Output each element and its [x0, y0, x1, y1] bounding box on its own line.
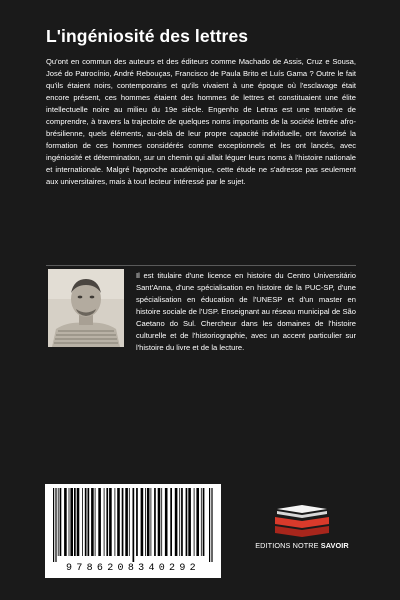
barcode-bar — [117, 488, 120, 556]
barcode-bar — [141, 488, 144, 556]
barcode-bar — [85, 488, 87, 556]
barcode-bar — [136, 488, 138, 556]
publisher-name — [252, 541, 352, 550]
barcode-bar — [158, 488, 161, 556]
barcode-bar — [147, 488, 150, 556]
barcode-bar — [98, 488, 101, 556]
barcode-bar — [209, 488, 210, 562]
author-photo — [48, 269, 124, 347]
barcode-bar — [196, 488, 199, 556]
barcode-bar — [104, 488, 105, 556]
barcode-bar — [179, 488, 180, 556]
barcode-bar — [88, 488, 90, 556]
barcode-bar — [74, 488, 76, 556]
book-title: L'ingéniosité des lettres — [46, 26, 249, 46]
barcode-bar — [58, 488, 59, 556]
barcode-bar — [175, 488, 178, 556]
book-summary: Qu'ont en commun des auteurs et des éditeurs comme Machado de Assis, Cruz e Sousa, José do Patrocínio, André Rebouças, Francisco de Paula Brito et Luís Gama ? Outre le fait qu'ils étaient noirs, contemporains et qu'ils vivaient à une époque où l'esclavage était encore présent, ces hommes étaient des hommes de lettres et constituaient une élite intellectuelle noire au milieu du 19e siècle. Engenho de Letras est une tentative de comprendre, à travers la trajectoire de quelques noms importants de la société lettrée afro-brésilienne, quels éléments, au-delà de leur propre capacité individuelle, ont favorisé la formation de ces hommes considérés comme exceptionnels et les ont lancés, avec ingéniosité et détermination, sur un chemin qui allait léguer leurs noms à l'histoire nationale et internationale. Malgré l'approche académique, cette étude ne s'adresse pas seulement aux universitaires, mais à tout lecteur intéressé par le sujet. — [46, 57, 356, 187]
section-divider — [46, 265, 356, 266]
barcode-bar — [91, 488, 94, 556]
barcode-bar — [151, 488, 152, 556]
barcode-bar — [145, 488, 146, 556]
barcode-bar — [201, 488, 202, 556]
barcode-bar — [122, 488, 124, 556]
barcode-bar — [55, 488, 56, 562]
publisher-logo — [252, 505, 352, 555]
barcode-bar — [82, 488, 83, 556]
barcode-bar — [194, 488, 195, 556]
barcode-bar — [115, 488, 116, 556]
barcode-bars — [51, 488, 215, 562]
barcode-bar — [203, 488, 205, 556]
barcode-bar — [161, 488, 162, 556]
barcode-bar — [211, 488, 212, 562]
barcode-bar — [181, 488, 183, 556]
barcode-bar — [170, 488, 172, 556]
barcode-bar — [154, 488, 156, 556]
barcode-bar — [109, 488, 112, 556]
isbn-barcode — [45, 484, 221, 578]
barcode-bar — [186, 488, 188, 556]
barcode-bar — [125, 488, 128, 556]
barcode-bar — [60, 488, 62, 556]
barcode-bar — [133, 488, 135, 562]
barcode-bar — [64, 488, 67, 556]
barcode-bar — [69, 488, 70, 556]
barcode-bar — [188, 488, 191, 556]
isbn-number: 9786208340292 — [66, 563, 200, 574]
publisher-brand: SAVOIR — [320, 541, 349, 550]
barcode-bar — [106, 488, 108, 556]
author-portrait — [48, 269, 124, 347]
barcode-bar — [70, 488, 73, 556]
barcode-bar — [95, 488, 96, 556]
barcode-bar — [77, 488, 80, 556]
barcode-bar — [53, 488, 54, 562]
author-bio: Il est titulaire d'une licence en histoire du Centro Universitário Sant'Anna, d'une spécialisation en histoire de la PUC-SP, d'une spécialisation en éducation de l'UNESP et d'un master en histoire sociale de l'USP. Enseignant au réseau municipal de São Caetano do Sul. Chercheur dans les domaines de l'histoire culturelle et de l'historiographie, avec un accent particulier sur l'histoire du livre et de la lecture. — [136, 271, 356, 353]
stacked-books-logo-icon — [263, 505, 341, 539]
publisher-prefix: EDITIONS NOTRE — [255, 541, 319, 550]
barcode-bar — [129, 488, 130, 556]
barcode-bar — [165, 488, 168, 556]
